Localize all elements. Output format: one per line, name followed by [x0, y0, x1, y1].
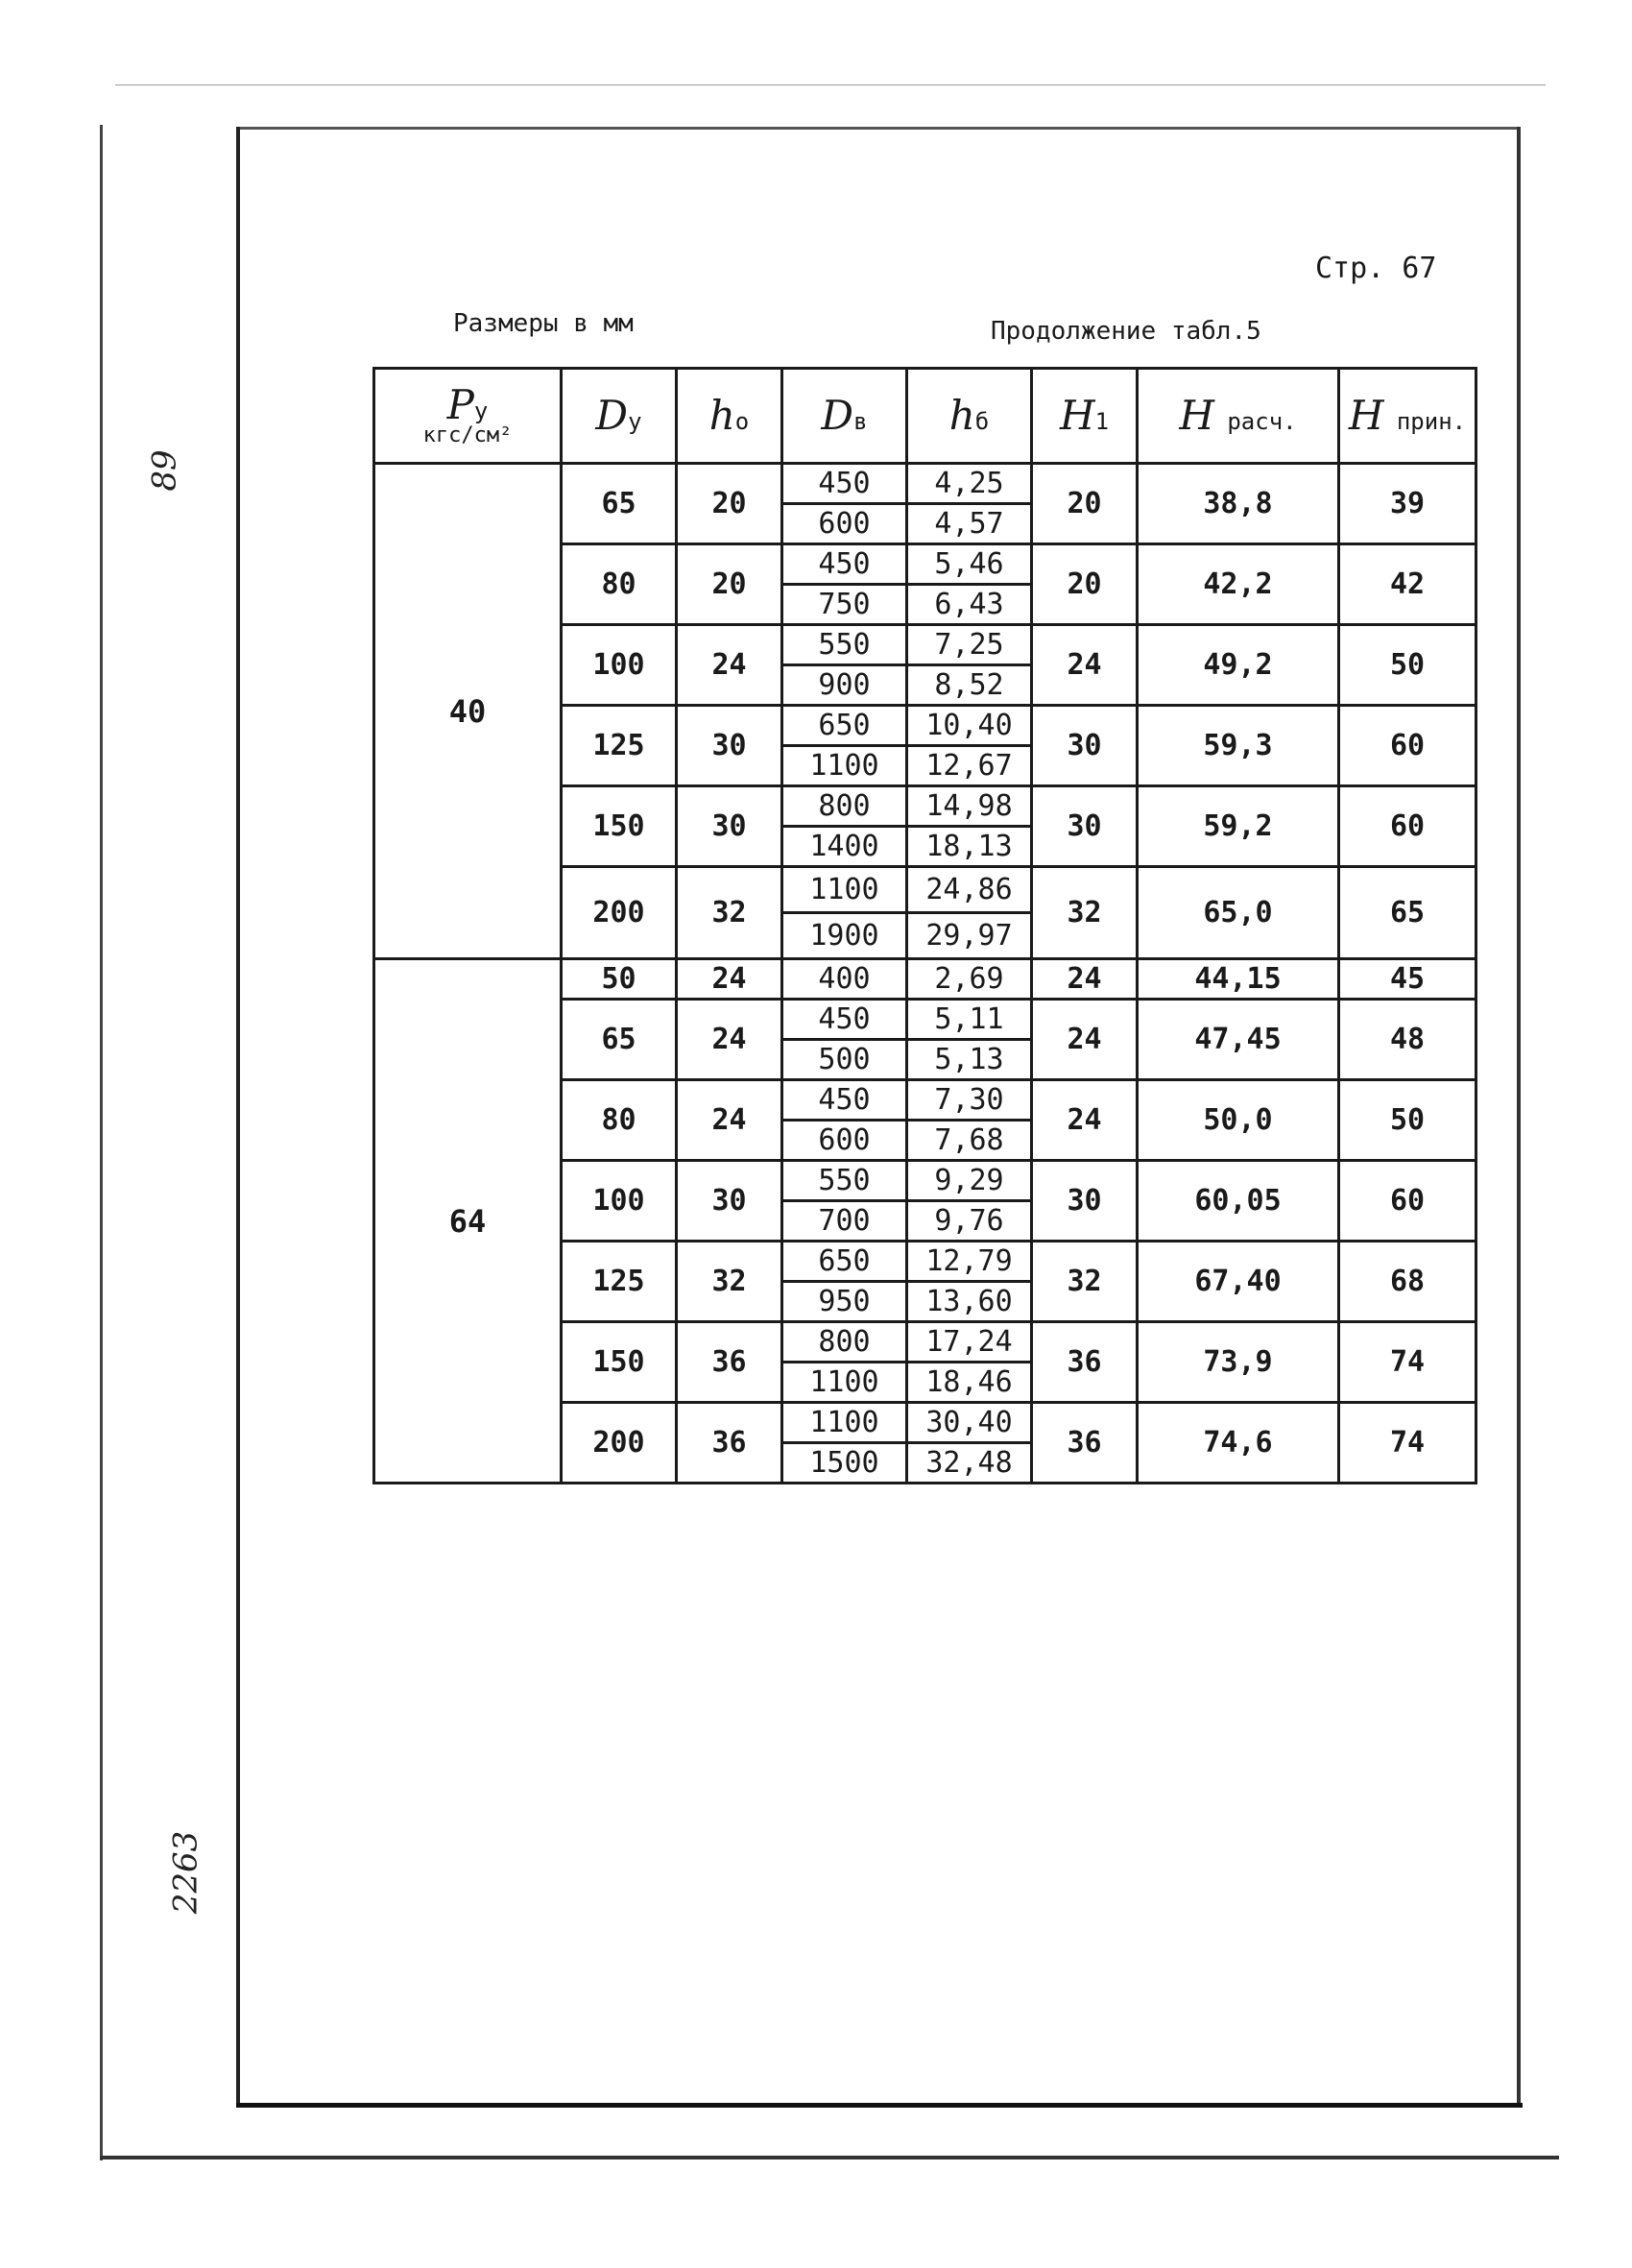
margin-number-bottom: 2263	[166, 1830, 205, 1915]
col-header-h0: hо	[677, 369, 782, 464]
h-calc-cell: 74,6	[1138, 1403, 1339, 1484]
db-cell: 400	[782, 959, 907, 1000]
h1-cell: 24	[1032, 1000, 1138, 1080]
h0-cell: 32	[677, 1242, 782, 1322]
pressure-cell: 40	[374, 464, 562, 959]
h1-cell: 20	[1032, 464, 1138, 544]
db-cell: 800	[782, 786, 907, 827]
h-calc-cell: 65,0	[1138, 867, 1339, 959]
hb-cell: 10,40	[907, 706, 1032, 746]
hb-cell: 9,76	[907, 1201, 1032, 1242]
h1-cell: 30	[1032, 706, 1138, 786]
header-row	[374, 369, 1476, 464]
h1-cell: 24	[1032, 625, 1138, 706]
db-cell: 600	[782, 504, 907, 544]
page-number: Стр. 67	[1315, 252, 1437, 285]
db-cell: 1900	[782, 913, 907, 959]
table-row	[374, 959, 1476, 1000]
hb-cell: 7,25	[907, 625, 1032, 665]
h-acc-cell: 50	[1339, 1080, 1476, 1161]
hb-cell: 14,98	[907, 786, 1032, 827]
db-cell: 1400	[782, 827, 907, 867]
h-acc-cell: 60	[1339, 706, 1476, 786]
h0-cell: 24	[677, 625, 782, 706]
hb-cell: 7,68	[907, 1121, 1032, 1161]
pressure-cell: 64	[374, 959, 562, 1484]
margin-number-top: 89	[145, 449, 184, 492]
db-cell: 800	[782, 1322, 907, 1363]
h-calc-cell: 42,2	[1138, 544, 1339, 625]
h1-cell: 24	[1032, 959, 1138, 1000]
db-cell: 550	[782, 1161, 907, 1201]
col-header-py: Pу кгс/см²	[374, 369, 562, 464]
h1-cell: 30	[1032, 786, 1138, 867]
frame-border-top	[238, 127, 1517, 130]
h1-cell: 32	[1032, 867, 1138, 959]
col-header-h-acc: H прин.	[1339, 369, 1476, 464]
dimensions-table	[372, 367, 1477, 1484]
h0-cell: 32	[677, 867, 782, 959]
col-header-h-calc: H расч.	[1138, 369, 1339, 464]
h-acc-cell: 60	[1339, 1161, 1476, 1242]
frame-border-right	[1517, 127, 1521, 2107]
db-cell: 900	[782, 665, 907, 706]
h1-cell: 20	[1032, 544, 1138, 625]
hb-cell: 6,43	[907, 585, 1032, 625]
units-note: Размеры в мм	[453, 309, 634, 338]
hb-cell: 5,11	[907, 1000, 1032, 1040]
hb-cell: 30,40	[907, 1403, 1032, 1443]
db-cell: 700	[782, 1201, 907, 1242]
h0-cell: 24	[677, 959, 782, 1000]
dy-cell: 65	[562, 464, 677, 544]
db-cell: 450	[782, 1000, 907, 1040]
h-calc-cell: 49,2	[1138, 625, 1339, 706]
h-acc-cell: 74	[1339, 1403, 1476, 1484]
dy-cell: 125	[562, 1242, 677, 1322]
h-acc-cell: 50	[1339, 625, 1476, 706]
hb-cell: 2,69	[907, 959, 1032, 1000]
hb-cell: 12,79	[907, 1242, 1032, 1282]
dy-cell: 125	[562, 706, 677, 786]
hb-cell: 7,30	[907, 1080, 1032, 1121]
h-calc-cell: 59,3	[1138, 706, 1339, 786]
dy-cell: 150	[562, 1322, 677, 1403]
h0-cell: 30	[677, 786, 782, 867]
h-calc-cell: 73,9	[1138, 1322, 1339, 1403]
col-header-db: Dв	[782, 369, 907, 464]
db-cell: 450	[782, 1080, 907, 1121]
db-cell: 550	[782, 625, 907, 665]
db-cell: 1100	[782, 1403, 907, 1443]
hb-cell: 18,13	[907, 827, 1032, 867]
col-header-h1: H1	[1032, 369, 1138, 464]
h0-cell: 24	[677, 1000, 782, 1080]
h-calc-cell: 67,40	[1138, 1242, 1339, 1322]
frame-border-bottom	[236, 2103, 1523, 2108]
hb-cell: 9,29	[907, 1161, 1032, 1201]
dy-cell: 100	[562, 1161, 677, 1242]
db-cell: 1100	[782, 746, 907, 786]
outer-border-top	[115, 84, 1546, 85]
hb-cell: 5,46	[907, 544, 1032, 585]
continuation-note: Продолжение табл.5	[991, 317, 1261, 346]
h-calc-cell: 60,05	[1138, 1161, 1339, 1242]
outer-border-left	[100, 125, 103, 2160]
hb-cell: 12,67	[907, 746, 1032, 786]
h1-cell: 32	[1032, 1242, 1138, 1322]
h-calc-cell: 50,0	[1138, 1080, 1339, 1161]
hb-cell: 32,48	[907, 1443, 1032, 1484]
hb-cell: 29,97	[907, 913, 1032, 959]
h0-cell: 24	[677, 1080, 782, 1161]
dy-cell: 150	[562, 786, 677, 867]
col-header-dy: Dу	[562, 369, 677, 464]
frame-border-left	[236, 127, 240, 2105]
h1-cell: 36	[1032, 1322, 1138, 1403]
hb-cell: 4,57	[907, 504, 1032, 544]
h-acc-cell: 74	[1339, 1322, 1476, 1403]
dy-cell: 100	[562, 625, 677, 706]
hb-cell: 24,86	[907, 867, 1032, 913]
db-cell: 650	[782, 1242, 907, 1282]
dy-cell: 200	[562, 1403, 677, 1484]
dy-cell: 50	[562, 959, 677, 1000]
dy-cell: 200	[562, 867, 677, 959]
h-acc-cell: 48	[1339, 1000, 1476, 1080]
db-cell: 1100	[782, 867, 907, 913]
h-calc-cell: 38,8	[1138, 464, 1339, 544]
h-acc-cell: 60	[1339, 786, 1476, 867]
dy-cell: 80	[562, 1080, 677, 1161]
h-calc-cell: 47,45	[1138, 1000, 1339, 1080]
table-row	[374, 464, 1476, 504]
hb-cell: 8,52	[907, 665, 1032, 706]
hb-cell: 4,25	[907, 464, 1032, 504]
hb-cell: 13,60	[907, 1282, 1032, 1322]
dy-cell: 65	[562, 1000, 677, 1080]
db-cell: 1500	[782, 1443, 907, 1484]
db-cell: 950	[782, 1282, 907, 1322]
db-cell: 750	[782, 585, 907, 625]
h0-cell: 20	[677, 464, 782, 544]
h0-cell: 36	[677, 1322, 782, 1403]
h0-cell: 30	[677, 1161, 782, 1242]
hb-cell: 5,13	[907, 1040, 1032, 1080]
h-calc-cell: 59,2	[1138, 786, 1339, 867]
db-cell: 1100	[782, 1363, 907, 1403]
h-acc-cell: 39	[1339, 464, 1476, 544]
hb-cell: 18,46	[907, 1363, 1032, 1403]
h-acc-cell: 42	[1339, 544, 1476, 625]
h1-cell: 24	[1032, 1080, 1138, 1161]
db-cell: 500	[782, 1040, 907, 1080]
db-cell: 650	[782, 706, 907, 746]
h-acc-cell: 45	[1339, 959, 1476, 1000]
dy-cell: 80	[562, 544, 677, 625]
h0-cell: 20	[677, 544, 782, 625]
db-cell: 600	[782, 1121, 907, 1161]
col-header-hb: hб	[907, 369, 1032, 464]
hb-cell: 17,24	[907, 1322, 1032, 1363]
outer-border-bottom	[100, 2156, 1559, 2159]
h-acc-cell: 68	[1339, 1242, 1476, 1322]
h1-cell: 30	[1032, 1161, 1138, 1242]
db-cell: 450	[782, 464, 907, 504]
h-calc-cell: 44,15	[1138, 959, 1339, 1000]
h0-cell: 30	[677, 706, 782, 786]
db-cell: 450	[782, 544, 907, 585]
h-acc-cell: 65	[1339, 867, 1476, 959]
h1-cell: 36	[1032, 1403, 1138, 1484]
h0-cell: 36	[677, 1403, 782, 1484]
